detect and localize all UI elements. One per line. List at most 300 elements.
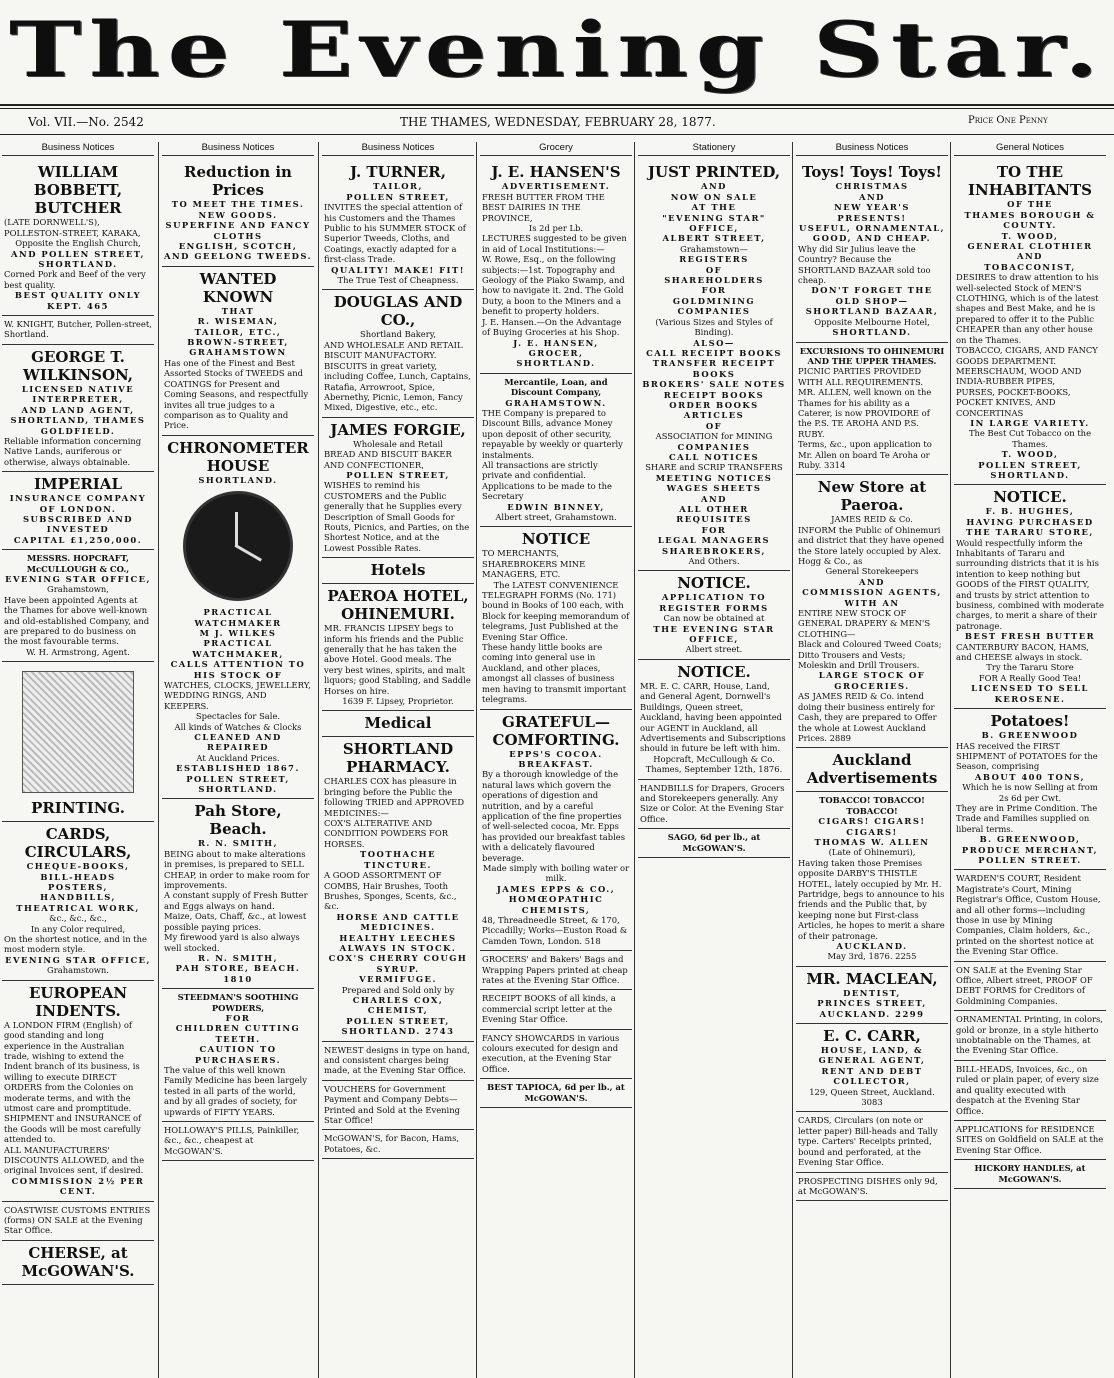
- ad-headline: NOTICE.: [677, 662, 751, 681]
- ad-line: APPLICATION TO REGISTER FORMS: [659, 592, 769, 613]
- ad-line: PRACTICAL WATCHMAKER,: [192, 638, 284, 659]
- advertisement: [480, 1030, 632, 1080]
- ad-line: By a thorough knowledge of the natural laws which govern the operations of digestion and nutrition, and by a careful application of the fine properties of well-selected cocoa, Mr. Epps has provided our breakfast tables with a delicately flavoured beverage.: [482, 769, 626, 863]
- ad-line: THE Company is prepared to Discount Bills, advance Money upon deposit of other security, repayable by weekly or quarterly instalments.: [482, 407, 623, 460]
- ad-headline: New Store at Paeroa.: [817, 478, 927, 515]
- ad-line: SHORTLAND, THAMES GOLDFIELD.: [10, 415, 146, 436]
- ad-line: Which he is now Selling at from: [962, 782, 1098, 793]
- masthead-rule: [0, 104, 1114, 106]
- ad-line: B. GREENWOOD,: [979, 834, 1081, 845]
- column-heading: Stationery: [638, 142, 790, 156]
- ad-line: THAMES BOROUGH & COUNTY.: [964, 209, 1096, 231]
- ad-line: Having taken those Premises opposite DARBY'S THISTLE HOTEL, lately occupied by Mr. H. Partridge, begs to announce to his friends and the Public that, by keeping none but First-class Articles, he hopes to merit a share of their patronage.: [798, 857, 945, 941]
- ad-headline: JUST PRINTED,: [647, 163, 781, 182]
- ad-headline: SAGO, 6d per lb., at McGOWAN'S.: [667, 832, 761, 853]
- ad-line: RENT AND DEBT COLLECTOR,: [821, 1065, 923, 1087]
- ad-line: R. WISEMAN,: [197, 316, 279, 327]
- ad-headline: NEWEST designs in type on hand, and consistent charges being made, at the Evening Star Office.: [324, 1044, 470, 1076]
- ad-line: BREAD AND BISCUIT BAKER AND CONFECTIONER,: [324, 449, 452, 470]
- ad-line: COX'S ALTERATIVE AND CONDITION POWDERS FOR HORSES.: [324, 818, 449, 849]
- ad-headline: PRINTING.: [31, 799, 125, 818]
- ad-line: PRINCES STREET,: [817, 998, 927, 1009]
- ad-line: R. N. SMITH,: [197, 952, 279, 963]
- ad-headline: COASTWISE CUSTOMS ENTRIES (forms) ON SALE at the Evening Star Office.: [4, 1204, 151, 1236]
- column-separator: [158, 142, 159, 1378]
- advertisement: [162, 267, 314, 436]
- ad-line: VERMIFUGE.: [359, 974, 437, 985]
- advertisement: [2, 472, 154, 550]
- ad-line: USEFUL, ORNAMENTAL, GOOD, AND CHEAP.: [799, 223, 945, 244]
- ad-headline: Potatoes!: [990, 712, 1070, 731]
- advertisement: [322, 1081, 474, 1131]
- column-1: [2, 142, 154, 1378]
- ad-line: OF LONDON.: [39, 503, 117, 514]
- advertisement: [638, 571, 790, 659]
- ad-line: SHARE and SCRIP TRANSFERS: [645, 462, 783, 473]
- ad-line: THE EVENING STAR OFFICE,: [653, 623, 775, 645]
- advertisement: [480, 990, 632, 1029]
- ad-headline: CHERSE, at McGOWAN'S.: [21, 1243, 135, 1280]
- advertisement: [2, 316, 154, 345]
- ad-headline: DOUGLAS AND CO.,: [333, 293, 463, 330]
- ad-line: POLLEN STREET, SHORTLAND.: [186, 773, 290, 795]
- ad-line: 1639 F. Lipsey, Proprietor.: [342, 696, 454, 707]
- ad-line: Reliable information concerning Native Lands, auriferous or otherwise, always obtainable.: [4, 435, 142, 467]
- ad-line: W. Rowe, Esq., on the following subjects:—1st. Topography and Geology of the Piako Swamp, and how to navigate it. 2nd. The Gold Duty, a boon to the Miners and a benefit to property holders.: [482, 254, 625, 317]
- ad-line: PAH STORE, BEACH. 1810: [175, 963, 301, 984]
- ad-line: Opposite Melbourne Hotel,: [814, 316, 930, 327]
- ad-line: SHAREBROKERS,: [662, 545, 766, 556]
- advertisement: [480, 527, 632, 709]
- column-heading: General Notices: [954, 142, 1106, 156]
- ad-line: JAMES EPPS & CO.,: [496, 883, 616, 894]
- advertisement: [2, 822, 154, 980]
- ad-line: PRODUCE MERCHANT,: [961, 844, 1099, 855]
- ad-line: A LONDON FIRM (English) of good standing and long experience in the Australian trade, wishing to extend the Indent branch of its business, is willing to execute DIRECT ORDERS from the Colonies on moderate terms, and with the utmost care and promptitude.: [4, 1019, 140, 1113]
- ad-line: ALBERT STREET,: [662, 233, 766, 244]
- ad-line: GRAHAMSTOWN.: [505, 397, 607, 408]
- ad-line: WATCHES, CLOCKS, JEWELLERY, WEDDING RINGS, AND KEEPERS.: [164, 679, 311, 711]
- newspaper-title: The Evening Star.: [8, 5, 1106, 94]
- ad-line: CIGARS! CIGARS! CIGARS!: [818, 816, 926, 837]
- ad-line: A constant supply of Fresh Butter and Eggs always on hand.: [164, 890, 308, 911]
- column-4: [480, 142, 632, 1378]
- advertisement: [954, 1121, 1106, 1160]
- ad-headline: NOTICE.: [993, 488, 1067, 507]
- ad-headline: WARDEN'S COURT, Resident Magistrate's Court, Mining Registrar's Office, Custom House, and all other forms—including those in use by Mining Companies, Claim holders, &c., printed on the shortest notice at the Evening Star Office.: [956, 873, 1101, 957]
- ad-line: COMMISSION AGENTS,: [802, 587, 942, 598]
- ad-line: HORSE AND CATTLE MEDICINES.: [336, 911, 460, 933]
- ad-line: ENTIRE NEW STOCK OF GENERAL DRAPERY & MEN'S CLOTHING—: [798, 608, 931, 639]
- ad-line: B. GREENWOOD: [981, 730, 1079, 741]
- ad-line: THAT: [221, 305, 255, 316]
- advertisement: [2, 160, 154, 316]
- ad-line: Shortland Bakery,: [359, 329, 437, 340]
- ad-line: WATCHMAKER: [194, 617, 282, 628]
- advertisement: [2, 662, 154, 822]
- ad-line: Made simply with boiling water or milk.: [482, 862, 630, 884]
- ad-line: AUCKLAND. 2299: [819, 1008, 925, 1019]
- ad-headline: FANCY SHOWCARDS in various colours executed for design and execution, at the Evening Star Office.: [482, 1032, 620, 1074]
- advertisement: [2, 1202, 154, 1241]
- ad-line: Terms, &c., upon application to Mr. Allen on board Te Aroha or Ruby. 3314: [798, 439, 932, 470]
- column-heading: Business Notices: [796, 142, 948, 156]
- ad-headline: CHRONOMETER HOUSE: [167, 438, 309, 475]
- ad-headline: E. C. CARR,: [823, 1027, 921, 1046]
- ad-line: Has one of the Finest and Best Assorted Stocks of TWEEDS and COATINGS for Present and Coming Seasons, and respectfully invites all true judges to a comparison as to Quality and Price.: [164, 357, 309, 431]
- ad-line: LARGE STOCK OF GROCERIES.: [818, 670, 926, 691]
- ad-line: AND: [859, 576, 885, 587]
- ad-line: GOLDMINING COMPANIES: [672, 295, 756, 317]
- column-6: [796, 142, 948, 1378]
- ad-headline: EUROPEAN INDENTS.: [28, 983, 128, 1020]
- ad-line: LICENSED NATIVE INTERPRETER,: [21, 383, 135, 405]
- ad-line: OF: [705, 420, 723, 431]
- dateline-rule: [0, 134, 1114, 135]
- ad-line: TAILOR, ETC.,: [194, 326, 282, 337]
- ad-line: ALL MANUFACTURERS' DISCOUNTS ALLOWED, and the original Invoices sent, if desired.: [4, 1144, 145, 1176]
- ad-line: TOOTHACHE TINCTURE.: [360, 849, 436, 870]
- ad-line: FOR: [701, 524, 727, 535]
- advertisement: [796, 343, 948, 476]
- ad-headline: WILLIAM BOBBETT, BUTCHER: [33, 163, 123, 218]
- advertisement: [480, 710, 632, 952]
- advertisement: [796, 475, 948, 748]
- ad-line: JAMES REID & Co.: [831, 514, 913, 525]
- column-separator: [476, 142, 477, 1378]
- ad-line: AUCKLAND.: [836, 941, 908, 951]
- column-heading: Business Notices: [162, 142, 314, 156]
- ad-headline: GROCERS' and Bakers' Bags and Wrapping Papers printed at cheap rates at the Evening Star Office.: [482, 954, 628, 986]
- price: Price One Penny: [968, 115, 1048, 126]
- ad-line: Is 2d per Lb.: [528, 223, 584, 234]
- ad-line: These handy little books are coming into general use in Auckland, and other places, amongst all classes of business men having to transmit important telegrams.: [482, 642, 627, 705]
- ad-line: PURSES, POCKET-BOOKS, POCKET KNIVES, AND CONCERTINAS: [956, 386, 1071, 418]
- ad-line: ABOUT 400 TONS,: [974, 771, 1086, 782]
- ad-line: BEING about to make alterations in premises, is prepared to SELL CHEAP, in order to make room for improvements.: [164, 848, 310, 891]
- advertisement: [638, 829, 790, 858]
- advertisement: [796, 967, 948, 1024]
- ad-line: LECTURES suggested to be given in aid of Local Institutions:—: [482, 233, 627, 254]
- ad-line: AS JAMES REID & Co. intend doing their business entirely for Cash, they are prepared to Offer the whole at Lowest Auckland Prices. 2889: [798, 691, 937, 743]
- ad-headline: Medical: [364, 714, 432, 733]
- ad-line: REGISTERS: [679, 254, 749, 265]
- ad-line: BILL-HEADS: [40, 871, 116, 882]
- ad-line: Can now be obtained at: [663, 613, 765, 624]
- ad-line: ADVERTISEMENT.: [501, 181, 611, 192]
- ad-line: LICENSED TO SELL KEROSENE.: [971, 683, 1089, 704]
- ad-line: MR. E. C. CARR, House, Land, and General Agent, Dornwell's Buildings, Queen street, Auckland, having been appointed our AGENT in Auckland, all Advertisements and Subscriptions should in future be left with him.: [640, 680, 786, 754]
- ad-line: The Best Cut Tobacco on the Thames.: [968, 428, 1092, 449]
- ad-headline: HICKORY HANDLES, at McGOWAN'S.: [974, 1163, 1086, 1184]
- ad-line: Albert street, Grahamstown.: [495, 512, 617, 522]
- ad-line: Grahamstown.: [47, 965, 109, 976]
- ad-line: WITH AN: [844, 597, 900, 608]
- ad-line: CHARLES COX has pleasure in bringing before the Public the following TRIED and APPROVED MEDICINES:—: [324, 776, 465, 818]
- ad-line: MR. ALLEN, well known on the Thames for his ability as a Caterer, is now PROVIDORE of the P.S. TE AROHA AND P.S. RUBY.: [798, 387, 932, 439]
- ad-line: FOR A Really Good Tea!: [978, 672, 1082, 683]
- ad-line: CALLS ATTENTION TO HIS STOCK OF: [170, 659, 306, 680]
- ad-line: OF: [705, 264, 723, 275]
- ad-line: SHIPMENT and INSURANCE of the Goods will be most carefully attended to.: [4, 1113, 142, 1145]
- ad-line: J. E. Hansen.—On the Advantage of Buying Groceries at his Shop.: [482, 316, 622, 338]
- ad-line: PICNIC PARTIES PROVIDED WITH ALL REQUIREMENTS.: [798, 366, 924, 387]
- ad-headline: HOLLOWAY'S PILLS, Painkiller, &c., &c., cheapest at McGOWAN'S.: [164, 1125, 300, 1156]
- ad-line: CANTERBURY BACON, HAMS, and CHEESE always in stock.: [956, 641, 1089, 663]
- ad-line: WAGES SHEETS: [666, 483, 762, 494]
- ad-line: GROCER,: [528, 347, 584, 358]
- ad-line: TOBACCO, CIGARS, AND FANCY GOODS DEPARTMENT.: [956, 345, 1098, 366]
- ad-headline: EXCURSIONS TO OHINEMURI AND THE UPPER THAMES.: [799, 345, 945, 366]
- ad-line: They are in Prime Condition. The Trade and Families supplied on liberal terms.: [956, 802, 1098, 834]
- advertisement: [638, 660, 790, 780]
- ad-line: INFORM the Public of Ohinemuri and district that they have opened the Store lately occupied by Alex. Hogg & Co., as: [798, 524, 945, 566]
- ad-headline: GEORGE T. WILKINSON,: [22, 347, 134, 384]
- ad-line: WISHES to remind his CUSTOMERS and the Public generally that he Supplies every Description of Small Goods for Routs, Picnics, and Parties, on the Shortest Notice, and at the Lowest Possible Rates.: [324, 480, 470, 553]
- column-separator: [950, 142, 951, 1378]
- advertisement: [322, 1042, 474, 1081]
- ad-line: Maize, Oats, Chaff, &c., at lowest possible paying prices.: [164, 911, 307, 932]
- ad-line: AND: [1017, 251, 1043, 262]
- ad-line: SHORTLAND.: [832, 327, 912, 338]
- ad-line: My firewood yard is also always well stocked.: [164, 932, 300, 953]
- ad-line: (LATE DORNWELL'S), POLLESTON-STREET, KARAKA,: [4, 217, 141, 238]
- advertisement: [2, 550, 154, 662]
- ad-line: Black and Coloured Tweed Coats; Ditto Trousers and Vests; Moleskin and Drill Trousers.: [798, 639, 942, 671]
- advertisement: [322, 737, 474, 1041]
- masthead-rule-thin: [0, 108, 1114, 109]
- advertisement: [954, 160, 1106, 485]
- masthead: [0, 0, 1114, 102]
- ad-headline: MR. MACLEAN,: [806, 969, 938, 988]
- column-separator: [634, 142, 635, 1378]
- ad-line: RECEIPT BOOKS: [663, 389, 765, 400]
- ad-headline: GRATEFUL—COMFORTING.: [492, 712, 620, 749]
- ad-line: SHORTLAND.: [198, 474, 278, 485]
- ad-line: Grahamstown—: [680, 243, 748, 254]
- ad-line: CALL RECEIPT BOOKS: [646, 347, 782, 358]
- ad-headline: BEST TAPIOCA, 6d per lb., at McGOWAN'S.: [487, 1082, 625, 1103]
- ad-line: TOBACCONIST,: [984, 261, 1076, 272]
- advertisement: [2, 981, 154, 1202]
- advertisement: [954, 1160, 1106, 1189]
- ad-line: POLLEN STREET.: [978, 854, 1082, 865]
- volume-number: Vol. VII.—No. 2542: [28, 115, 144, 129]
- advertisement: [322, 290, 474, 417]
- ad-line: T. WOOD,: [1001, 449, 1059, 460]
- advertisement: [322, 584, 474, 711]
- column-3: [322, 142, 474, 1378]
- ad-line: Would respectfully inform the Inhabitants of Tararu and surrounding districts that it is his intention to keep nothing but GOODS of the FIRST QUALITY, and trusts by strict attention to business, combined with moderate charges, to merit a share of their patronage.: [956, 537, 1104, 631]
- ad-headline: J. TURNER,: [350, 163, 446, 182]
- ad-line: J. E. HANSEN,: [513, 337, 599, 348]
- ad-line: CHILDREN CUTTING TEETH.: [175, 1023, 301, 1044]
- ad-headline: J. E. HANSEN'S: [491, 163, 621, 182]
- ad-headline: TOBACCO! TOBACCO! TOBACCO!: [819, 795, 925, 816]
- advertisement: [322, 1130, 474, 1159]
- advertisement: [638, 160, 790, 571]
- advertisement: [480, 951, 632, 990]
- ad-line: MEERSCHAUM, WOOD AND INDIA-RUBBER PIPES,: [956, 365, 1082, 387]
- ad-line: COMMISSION 2½ PER CENT.: [11, 1175, 145, 1197]
- advertisement: [2, 1241, 154, 1285]
- ad-line: All kinds of Watches & Clocks: [174, 721, 302, 732]
- advertisement: [796, 160, 948, 342]
- ad-line: The LATEST CONVENIENCE: [493, 579, 619, 590]
- ad-headline: Pah Store, Beach.: [194, 802, 282, 839]
- advertisement: [322, 558, 474, 584]
- ad-headline: SHORTLAND PHARMACY.: [342, 740, 454, 777]
- ad-line: Wholesale and Retail: [353, 438, 443, 449]
- printing-press-illustration: [22, 671, 134, 793]
- advertisement: [322, 418, 474, 558]
- ad-line: (Late of Ohinemuri),: [828, 847, 916, 858]
- ad-line: Applications to be made to the Secretary: [482, 480, 613, 502]
- ad-line: AT THE: [691, 202, 737, 213]
- ad-line: HOMŒOPATHIC CHEMISTS,: [508, 894, 604, 915]
- ad-line: POLLEN STREET, SHORTLAND. 2743: [341, 1015, 455, 1037]
- ad-headline: PROSPECTING DISHES only 9d, at McGOWAN'S.: [798, 1175, 938, 1196]
- ad-line: CALL NOTICES: [668, 451, 760, 462]
- ad-line: DON'T FORGET THE OLD SHOP—: [811, 285, 933, 306]
- ad-line: QUALITY! MAKE! FIT!: [331, 264, 465, 275]
- advertisement: [162, 799, 314, 989]
- ad-line: LEGAL MANAGERS: [657, 535, 771, 546]
- ad-line: TELEGRAPH FORMS (No. 171) bound in Books of 100 each, with Block for keeping memorandum of telegrams, Just Published at the Evening Star Office.: [482, 590, 630, 642]
- ad-headline: McGOWAN'S, for Bacon, Hams, Potatoes, &c.: [324, 1133, 460, 1154]
- ad-line: BISCUITS in great variety, including Coffee, Lunch, Captains, Ratafia, Arrowroot, Spice, Abernethy, Picnic, Lemon, Fancy Mixed, Digestive, etc., etc.: [324, 360, 471, 413]
- advertisement: [162, 989, 314, 1122]
- ad-line: EVENING STAR OFFICE,: [5, 573, 151, 584]
- ad-headline: W. KNIGHT, Butcher, Pollen-street, Shortland.: [4, 319, 152, 340]
- ad-line: COX'S CHERRY COUGH SYRUP.: [328, 953, 468, 974]
- ad-line: HOUSE, LAND, & GENERAL AGENT,: [818, 1045, 926, 1066]
- advertisement: [322, 160, 474, 290]
- ad-line: ARTICLES: [683, 410, 745, 421]
- ad-headline: Hotels: [370, 561, 426, 580]
- ad-line: DENTIST,: [843, 987, 901, 998]
- ad-line: AND WHOLESALE AND RETAIL BISCUIT MANUFACTORY.: [324, 339, 463, 361]
- ad-line: ALL OTHER REQUISITES: [676, 504, 752, 525]
- ad-line: BEST FRESH BUTTER: [964, 631, 1096, 642]
- ad-headline: ORNAMENTAL Printing, in colors, gold or bronze, in a style hitherto unobtainable on the Thames, at the Evening Star Office.: [956, 1014, 1103, 1056]
- ad-line: SHAREHOLDERS: [664, 275, 764, 286]
- ad-line: And Others.: [688, 556, 740, 567]
- ad-line: In any Color required,: [30, 923, 126, 934]
- issue-date: THE THAMES, WEDNESDAY, FEBRUARY 28, 1877.: [400, 115, 716, 129]
- ad-line: HAVING PURCHASED THE TARARU STORE,: [966, 516, 1094, 538]
- ad-line: ESTABLISHED 1867.: [176, 763, 300, 774]
- advertisement: [796, 748, 948, 792]
- ad-line: SUPERFINE AND FANCY CLOTHS: [165, 220, 311, 241]
- ad-headline: JAMES FORGIE,: [330, 420, 466, 439]
- ad-line: FOR: [225, 1012, 251, 1023]
- ad-line: EPPS'S COCOA.: [509, 748, 603, 759]
- advertisement: [480, 374, 632, 528]
- ad-line: POLLEN STREET,: [346, 469, 450, 480]
- ad-line: THEATRICAL WORK,: [16, 902, 140, 913]
- ad-line: Thames, September 12th, 1876.: [645, 764, 783, 775]
- ad-line: AND: [701, 493, 727, 504]
- ad-line: COMPANIES: [677, 441, 751, 452]
- ad-line: R. N. SMITH,: [197, 838, 279, 849]
- column-heading: Grocery: [480, 142, 632, 156]
- advertisement: [954, 1011, 1106, 1061]
- ad-line: NOW ON SALE: [670, 191, 758, 202]
- ad-line: HEALTHY LEECHES ALWAYS IN STOCK.: [339, 932, 457, 953]
- ad-headline: WANTED KNOWN: [199, 269, 277, 306]
- ad-line: EDWIN BINNEY,: [507, 501, 605, 512]
- ad-line: Opposite the English Church,: [15, 238, 141, 249]
- ad-headline: Auckland Advertisements: [806, 751, 938, 788]
- advertisement: [796, 1173, 948, 1202]
- ad-line: Prepared and Sold only by: [341, 984, 455, 995]
- ad-line: TAILOR,: [373, 181, 423, 192]
- ad-line: Corned Pork and Beef of the very best quality.: [4, 269, 146, 290]
- ad-line: IN LARGE VARIETY.: [970, 417, 1090, 428]
- advertisement: [954, 485, 1106, 709]
- ad-headline: VOUCHERS for Government Payment and Company Debts—Printed and Sold at the Evening Star Office!: [324, 1083, 460, 1126]
- ad-line: AND: [859, 191, 885, 202]
- ad-line: Albert street.: [685, 644, 743, 655]
- advertisement: [954, 709, 1106, 870]
- ad-line: INSURANCE COMPANY: [9, 493, 147, 504]
- ad-line: ORDER BOOKS: [669, 399, 759, 410]
- ad-headline: ON SALE at the Evening Star Office, Albert street, PROOF OF DEBT FORMS for Creditors of Goldmining Companies.: [956, 964, 1093, 1006]
- ad-line: NEW GOODS.: [198, 209, 278, 220]
- ad-line: POLLEN STREET, SHORTLAND.: [978, 459, 1082, 480]
- ad-line: CHEMIST,: [367, 1005, 429, 1016]
- ad-headline: APPLICATIONS for RESIDENCE SITES on Goldfield on SALE at the Evening Star Office.: [956, 1123, 1104, 1155]
- ad-headline: STEEDMAN'S SOOTHING POWDERS,: [177, 992, 299, 1013]
- ad-line: FRESH BUTTER FROM THE BEST DAIRIES IN THE PROVINCE,: [482, 191, 605, 223]
- ad-line: The True Test of Cheapness.: [337, 275, 459, 286]
- ad-line: NEW YEAR'S PRESENTS!: [834, 202, 910, 223]
- ad-headline: NOTICE.: [677, 574, 751, 593]
- ad-line: CAPITAL £1,250,000.: [13, 534, 143, 545]
- ad-line: BREAKFAST.: [518, 758, 594, 769]
- column-heading: Business Notices: [2, 142, 154, 156]
- ad-line: AND LAND AGENT,: [21, 404, 135, 415]
- ad-line: Hopcraft, McCullough & Co.: [653, 753, 775, 764]
- ad-line: FOR: [701, 285, 727, 296]
- advertisement: [2, 345, 154, 472]
- ad-line: 48, Threadneedle Street, & 170, Piccadilly; Works—Euston Road & Camden Town, London. 518: [482, 915, 628, 946]
- ad-line: 129, Queen Street, Auckland. 3083: [809, 1086, 935, 1108]
- column-5: [638, 142, 790, 1378]
- ad-line: Why did Sir Julius leave the Country? Because the SHORTLAND BAZAAR sold too cheap.: [798, 243, 931, 286]
- advertisement: [796, 1024, 948, 1112]
- advertisement: [954, 870, 1106, 961]
- ad-headline: TO THE INHABITANTS: [968, 163, 1092, 200]
- advertisement: [480, 160, 632, 373]
- clock-illustration: [183, 491, 293, 601]
- ad-line: MEETING NOTICES: [655, 472, 773, 483]
- ad-line: PRACTICAL: [203, 607, 273, 618]
- columns: [2, 142, 1112, 1378]
- advertisement: [954, 1061, 1106, 1121]
- ad-line: POLLEN STREET,: [346, 191, 450, 202]
- advertisement: [796, 792, 948, 967]
- advertisement: [638, 780, 790, 830]
- ad-line: BEST QUALITY ONLY KEPT. 465: [14, 290, 142, 311]
- dateline: [0, 113, 1114, 133]
- ad-headline: RECEIPT BOOKS of all kinds, a commercial script letter at the Evening Star Office.: [482, 993, 616, 1025]
- ad-headline: CARDS, Circulars (on note or letter paper) Bill-heads and Tally type. Carters' Receipts printed, bound and perforated, at the Evening Star Office.: [798, 1115, 938, 1168]
- ad-line: A GOOD ASSORTMENT OF COMBS, Hair Brushes, Tooth Brushes, Sponges, Scents, &c., &c.: [324, 870, 457, 912]
- ad-line: Grahamstown,: [47, 584, 109, 595]
- ad-headline: BILL-HEADS, Invoices, &c., on ruled or plain paper, of every size and quality executed with despatch at the Evening Star Office.: [956, 1063, 1099, 1116]
